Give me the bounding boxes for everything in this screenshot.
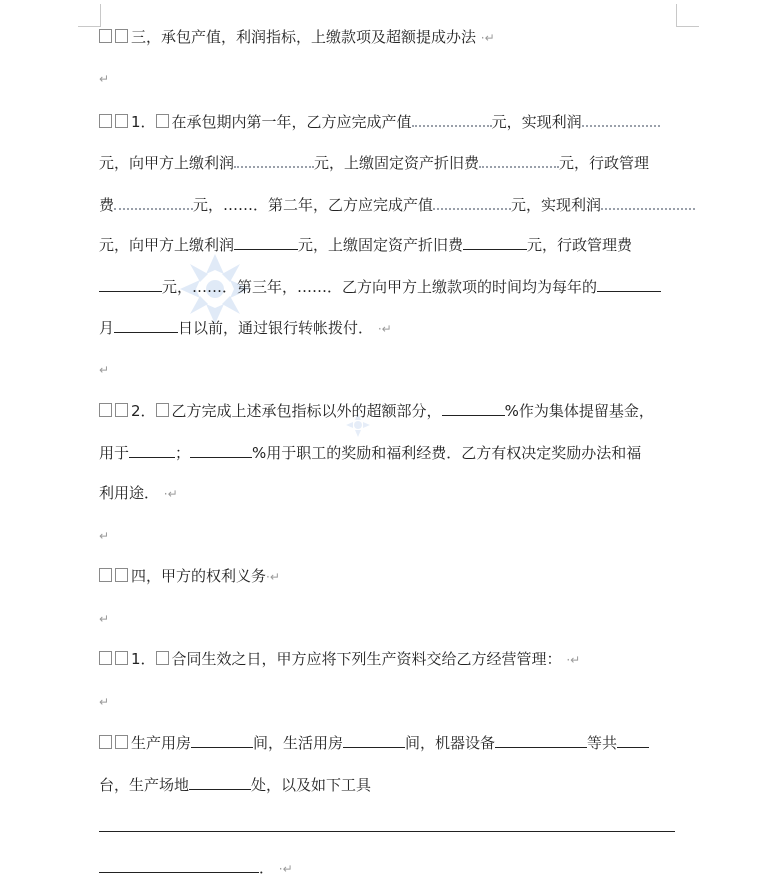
placeholder-box-icon <box>99 651 112 665</box>
page-corner-mark-top-right <box>676 4 699 27</box>
clause-3-2-line-1 <box>99 400 654 421</box>
blank-living-rooms[interactable] <box>343 732 405 748</box>
placeholder-box-icon <box>115 568 128 582</box>
clause-text: 利用途． <box>99 484 160 502</box>
space-dot-mark: · <box>278 862 283 876</box>
blank-production-rooms[interactable] <box>191 732 253 748</box>
resources-line-1 <box>99 732 649 753</box>
blank-profit-year-2[interactable] <box>601 193 695 210</box>
paragraph-mark-icon: ↵ <box>381 322 392 336</box>
placeholder-box-icon <box>99 568 112 582</box>
clause-text: %用于职工的奖励和福利经费．乙方有权决定奖励办法和福 <box>252 444 642 462</box>
clause-text: ． <box>259 859 275 877</box>
clause-3-1-line-6 <box>99 317 392 339</box>
clause-text: 元，行政管理 <box>559 154 650 172</box>
clause-text: 元，上缴固定资产折旧费 <box>314 154 480 172</box>
space-dot-mark: · <box>377 322 382 336</box>
blank-tools-line[interactable] <box>99 831 675 832</box>
clause-text: %作为集体提留基金， <box>504 402 654 420</box>
empty-paragraph <box>99 608 109 629</box>
placeholder-box-icon <box>99 403 112 417</box>
clause-text: ； <box>175 444 191 462</box>
blank-depreciation-year-2[interactable] <box>463 234 527 250</box>
blank-output-value-year-2[interactable] <box>433 193 511 210</box>
blank-tools-continued[interactable] <box>99 857 259 873</box>
placeholder-box-icon <box>156 403 169 417</box>
blank-depreciation[interactable] <box>479 151 559 168</box>
paragraph-mark-icon: ↵ <box>99 529 110 543</box>
clause-3-1-line-1 <box>99 110 660 132</box>
section-4-heading <box>99 566 280 587</box>
blank-admin-fee[interactable] <box>114 193 193 210</box>
clause-text: 日以前，通过银行转帐拨付． <box>178 319 374 337</box>
blank-profit-to-party-a-year-2[interactable] <box>234 234 298 250</box>
paragraph-mark-icon: ↵ <box>269 570 280 584</box>
clause-text: 等共 <box>587 734 618 752</box>
clause-text: 台，生产场地 <box>99 776 190 794</box>
clause-text: 生产用房 <box>131 734 192 752</box>
paragraph-mark-icon: ↵ <box>99 363 110 377</box>
heading-text: 四，甲方的权利义务 <box>131 567 267 585</box>
clause-text: 乙方完成上述承包指标以外的超额部分， <box>171 402 442 420</box>
placeholder-box-icon <box>99 29 112 43</box>
placeholder-box-icon <box>99 114 112 128</box>
clause-3-1-line-4 <box>99 234 632 255</box>
clause-number: 1． <box>131 113 156 131</box>
placeholder-box-icon <box>99 735 112 749</box>
blank-output-value[interactable] <box>412 110 492 127</box>
blank-profit-to-party-a[interactable] <box>234 151 314 168</box>
paragraph-mark-icon: ↵ <box>167 487 178 501</box>
clause-3-1-line-3 <box>99 193 695 215</box>
placeholder-box-icon <box>115 735 128 749</box>
empty-paragraph <box>99 525 109 546</box>
clause-text: 元，……．第二年，乙方应完成产值 <box>193 196 434 214</box>
clause-3-1-line-2 <box>99 151 649 173</box>
placeholder-box-icon <box>156 651 169 665</box>
empty-paragraph <box>99 359 109 380</box>
paragraph-mark-icon: ↵ <box>570 653 581 667</box>
clause-text: 元，行政管理费 <box>527 236 633 254</box>
clause-3-2-line-2 <box>99 442 641 463</box>
blank-welfare-percent[interactable] <box>190 442 252 458</box>
space-dot-mark: · <box>266 570 270 584</box>
paragraph-mark-icon: ↵ <box>99 72 110 86</box>
clause-text: 费 <box>99 196 115 214</box>
blank-usage[interactable] <box>129 442 175 458</box>
empty-paragraph <box>99 691 109 712</box>
clause-3-2-line-3 <box>99 483 178 504</box>
paragraph-mark-icon: ↵ <box>484 31 495 45</box>
blank-equipment[interactable] <box>495 732 587 748</box>
clause-text: 元，实现利润 <box>511 196 602 214</box>
heading-text: 三，承包产值，利润指标，上缴款项及超额提成办法 <box>131 28 477 46</box>
clause-text: 间，机器设备 <box>405 734 496 752</box>
clause-text: 月 <box>99 319 115 337</box>
clause-text: 处，以及如下工具 <box>251 776 372 794</box>
placeholder-box-icon <box>115 114 128 128</box>
clause-number: 2． <box>131 402 156 420</box>
clause-text: 在承包期内第一年，乙方应完成产值 <box>171 113 412 131</box>
clause-text: 合同生效之日，甲方应将下列生产资料交给乙方经营管理： <box>171 650 562 668</box>
clause-number: 1． <box>131 650 156 668</box>
clause-3-1-line-5 <box>99 276 661 297</box>
blank-payment-month-prefix[interactable] <box>597 276 661 292</box>
blank-payment-day[interactable] <box>114 317 178 333</box>
blank-collective-fund-percent[interactable] <box>442 400 505 416</box>
clause-text: 元，上缴固定资产折旧费 <box>298 236 464 254</box>
blank-production-sites[interactable] <box>189 774 251 790</box>
clause-text: 元，向甲方上缴利润 <box>99 236 235 254</box>
empty-paragraph <box>99 68 109 89</box>
blank-profit[interactable] <box>582 110 660 127</box>
placeholder-box-icon <box>115 29 128 43</box>
space-dot-mark: · <box>480 31 485 45</box>
blank-equipment-count[interactable] <box>617 732 649 748</box>
placeholder-box-icon <box>115 403 128 417</box>
clause-text: 用于 <box>99 444 130 462</box>
space-dot-mark: · <box>163 487 168 501</box>
blank-admin-fee-year-2[interactable] <box>99 276 162 292</box>
clause-text: 元，向甲方上缴利润 <box>99 154 235 172</box>
placeholder-box-icon <box>115 651 128 665</box>
paragraph-mark-icon: ↵ <box>282 862 293 876</box>
paragraph-mark-icon: ↵ <box>99 695 110 709</box>
page-corner-mark-top-left <box>78 4 101 27</box>
clause-text: 元，……．第三年，……．乙方向甲方上缴款项的时间均为每年的 <box>162 278 598 296</box>
resources-line-2 <box>99 774 371 795</box>
clause-text: 间，生活用房 <box>253 734 344 752</box>
section-3-heading <box>99 27 495 48</box>
space-dot-mark: · <box>566 653 571 667</box>
clause-text: 元，实现利润 <box>491 113 582 131</box>
placeholder-box-icon <box>156 114 169 128</box>
clause-4-1-line-1 <box>99 649 580 670</box>
paragraph-mark-icon: ↵ <box>99 612 110 626</box>
